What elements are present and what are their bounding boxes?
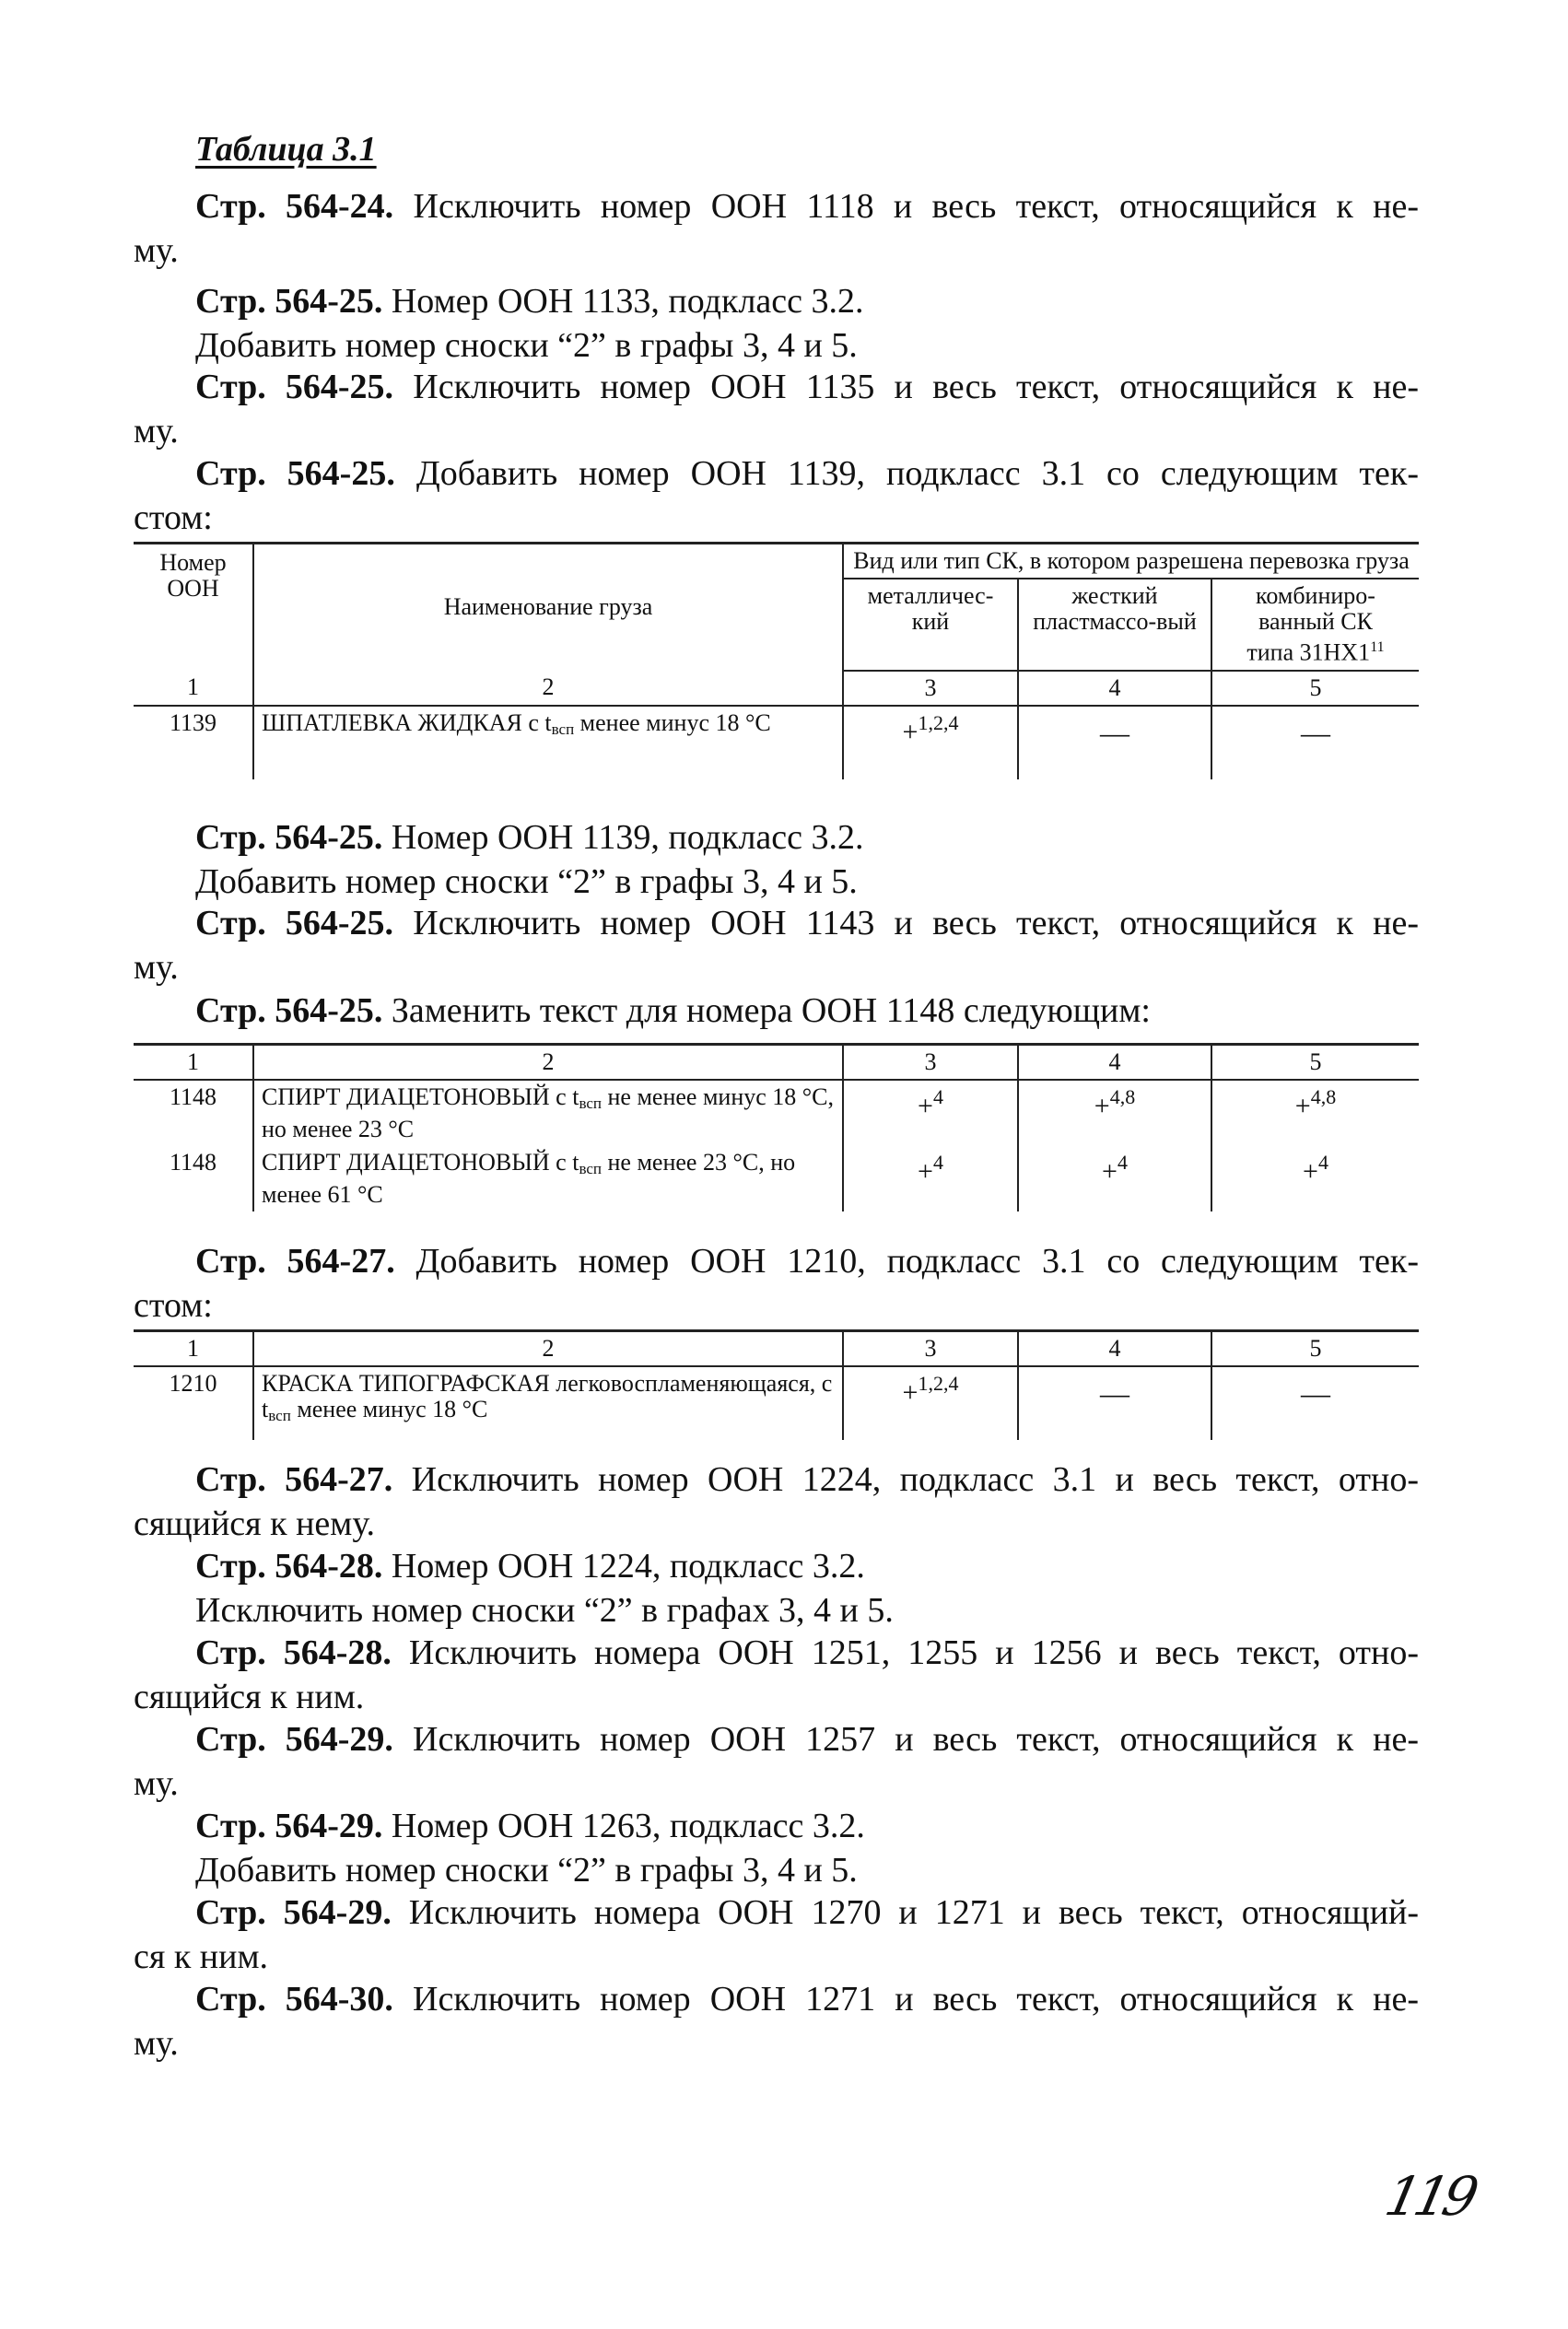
un-number: 1148 xyxy=(134,1146,253,1211)
paragraph-6: Стр. 564-25. Исключить номер ООН 1143 и весь текст, относящийся к не- му. xyxy=(134,904,1420,987)
paragraph-5: Стр. 564-25. Номер ООН 1139, подкласс 3.2. Добавить номер сноски “2” в графы 3, 4 и 5. xyxy=(195,818,864,901)
header-metal: металличес-кий xyxy=(843,579,1018,671)
column-number: 5 xyxy=(1211,1331,1419,1367)
cargo-name: СПИРТ ДИАЦЕТОНОВЫЙ с $t_{всп}$ не менее минус 18 °С, но менее 23 °С xyxy=(253,1080,843,1146)
cargo-table-1210 xyxy=(134,1329,1419,1440)
paragraph-4: Стр. 564-25. Добавить номер ООН 1139, подкласс 3.1 со следующим тек- стом: xyxy=(134,454,1420,537)
table-title: Таблица 3.1 xyxy=(195,130,377,169)
page-ref: Стр. 564-28. xyxy=(195,1633,392,1672)
un-number: 1210 xyxy=(134,1366,253,1440)
column-number: 2 xyxy=(253,1331,843,1367)
paragraph-15: Стр. 564-30. Исключить номер ООН 1271 и весь текст, относящийся к не- му. xyxy=(134,1980,1420,2063)
column-number: 4 xyxy=(1018,671,1211,706)
paragraph-3: Стр. 564-25. Исключить номер ООН 1135 и весь текст, относящийся к не- му. xyxy=(134,368,1420,451)
header-cargo-name: Наименование груза xyxy=(253,544,843,671)
paragraph-1: Стр. 564-24. Исключить номер ООН 1118 и весь текст, относящийся к не- му. xyxy=(134,187,1420,270)
header-un-number: Номер ООН xyxy=(134,544,253,671)
paragraph-14: Стр. 564-29. Исключить номера ООН 1270 и 1271 и весь текст, относящий- ся к ним. xyxy=(134,1893,1420,1976)
un-number: 1139 xyxy=(134,706,253,779)
cargo-name: ШПАТЛЕВКА ЖИДКАЯ с $t_{всп}$ менее минус 18 °С xyxy=(253,706,843,779)
table-row xyxy=(134,1366,1419,1440)
paragraph-9: Стр. 564-27. Исключить номер ООН 1224, подкласс 3.1 и весь текст, отно- сящийся к нему. xyxy=(134,1460,1420,1543)
page-ref: Стр. 564-25. xyxy=(195,818,383,857)
column-number: 1 xyxy=(134,671,253,706)
cell-composite: — xyxy=(1211,706,1419,779)
column-number: 5 xyxy=(1211,1045,1419,1081)
column-number: 2 xyxy=(253,671,843,706)
page-ref: Стр. 564-25. xyxy=(195,991,383,1030)
table-row xyxy=(134,1080,1419,1146)
header-plastic: жесткий пластмассо-вый xyxy=(1018,579,1211,671)
cell-metal: +$^4$ xyxy=(843,1146,1018,1211)
handwritten-page-number: 119 xyxy=(1379,2165,1479,2228)
paragraph-10: Стр. 564-28. Номер ООН 1224, подкласс 3.2. Исключить номер сноски “2” в графах 3, 4 и 5. xyxy=(195,1547,894,1630)
cell-composite: +$^{4,8}$ xyxy=(1211,1080,1419,1146)
cell-composite: — xyxy=(1211,1366,1419,1440)
page-ref: Стр. 564-30. xyxy=(195,1980,393,2019)
page-ref: Стр. 564-27. xyxy=(195,1242,395,1281)
cell-plastic: — xyxy=(1018,706,1211,779)
page-ref: Стр. 564-28. xyxy=(195,1547,383,1586)
cargo-table-1139 xyxy=(134,542,1419,779)
cell-plastic: — xyxy=(1018,1366,1211,1440)
paragraph-11: Стр. 564-28. Исключить номера ООН 1251, 1255 и 1256 и весь текст, отно- сящийся к ним. xyxy=(134,1633,1420,1716)
column-number: 5 xyxy=(1211,671,1419,706)
cell-plastic: +$^4$ xyxy=(1018,1146,1211,1211)
cell-metal: +$^{1,2,4}$ xyxy=(843,1366,1018,1440)
column-number: 3 xyxy=(843,1331,1018,1367)
column-number: 2 xyxy=(253,1045,843,1081)
page-ref: Стр. 564-25. xyxy=(195,282,383,321)
page-ref: Стр. 564-25. xyxy=(195,904,394,942)
column-number: 1 xyxy=(134,1045,253,1081)
un-number: 1148 xyxy=(134,1080,253,1146)
paragraph-7: Стр. 564-25. Заменить текст для номера ООН 1148 следующим: xyxy=(195,991,1151,1030)
column-number: 3 xyxy=(843,1045,1018,1081)
column-number: 1 xyxy=(134,1331,253,1367)
page-ref: Стр. 564-24. xyxy=(195,187,394,226)
cargo-name: СПИРТ ДИАЦЕТОНОВЫЙ с $t_{всп}$ не менее 23 °С, но менее 61 °С xyxy=(253,1146,843,1211)
cell-plastic: +$^{4,8}$ xyxy=(1018,1080,1211,1146)
column-number: 4 xyxy=(1018,1331,1211,1367)
table-row xyxy=(134,706,1419,779)
cargo-table-1148 xyxy=(134,1043,1419,1211)
page-ref: Стр. 564-29. xyxy=(195,1720,393,1759)
paragraph-8: Стр. 564-27. Добавить номер ООН 1210, подкласс 3.1 со следующим тек- стом: xyxy=(134,1242,1420,1325)
page-ref: Стр. 564-25. xyxy=(195,454,395,493)
paragraph-12: Стр. 564-29. Исключить номер ООН 1257 и весь текст, относящийся к не- му. xyxy=(134,1720,1420,1803)
cell-metal: +$^{1,2,4}$ xyxy=(843,706,1018,779)
column-number: 3 xyxy=(843,671,1018,706)
column-number: 4 xyxy=(1018,1045,1211,1081)
table-row xyxy=(134,1146,1419,1211)
cell-composite: +$^4$ xyxy=(1211,1146,1419,1211)
page-ref: Стр. 564-29. xyxy=(195,1807,383,1845)
page-ref: Стр. 564-29. xyxy=(195,1893,392,1932)
page-ref: Стр. 564-27. xyxy=(195,1460,393,1499)
paragraph-13: Стр. 564-29. Номер ООН 1263, подкласс 3.2. Добавить номер сноски “2” в графы 3, 4 и 5. xyxy=(195,1807,865,1890)
cargo-name: КРАСКА ТИПОГРАФСКАЯ легковоспламеняющаяся, с $t_{всп}$ менее минус 18 °С xyxy=(253,1366,843,1440)
paragraph-2: Стр. 564-25. Номер ООН 1133, подкласс 3.2. Добавить номер сноски “2” в графы 3, 4 и 5. xyxy=(195,282,864,365)
cell-metal: +$^4$ xyxy=(843,1080,1018,1146)
header-container-type: Вид или тип СК, в котором разрешена перевозка груза xyxy=(843,544,1419,579)
header-composite: комбиниро-ванный СК типа $31НХ1^{11}$ xyxy=(1211,579,1419,671)
page-ref: Стр. 564-25. xyxy=(195,368,394,406)
